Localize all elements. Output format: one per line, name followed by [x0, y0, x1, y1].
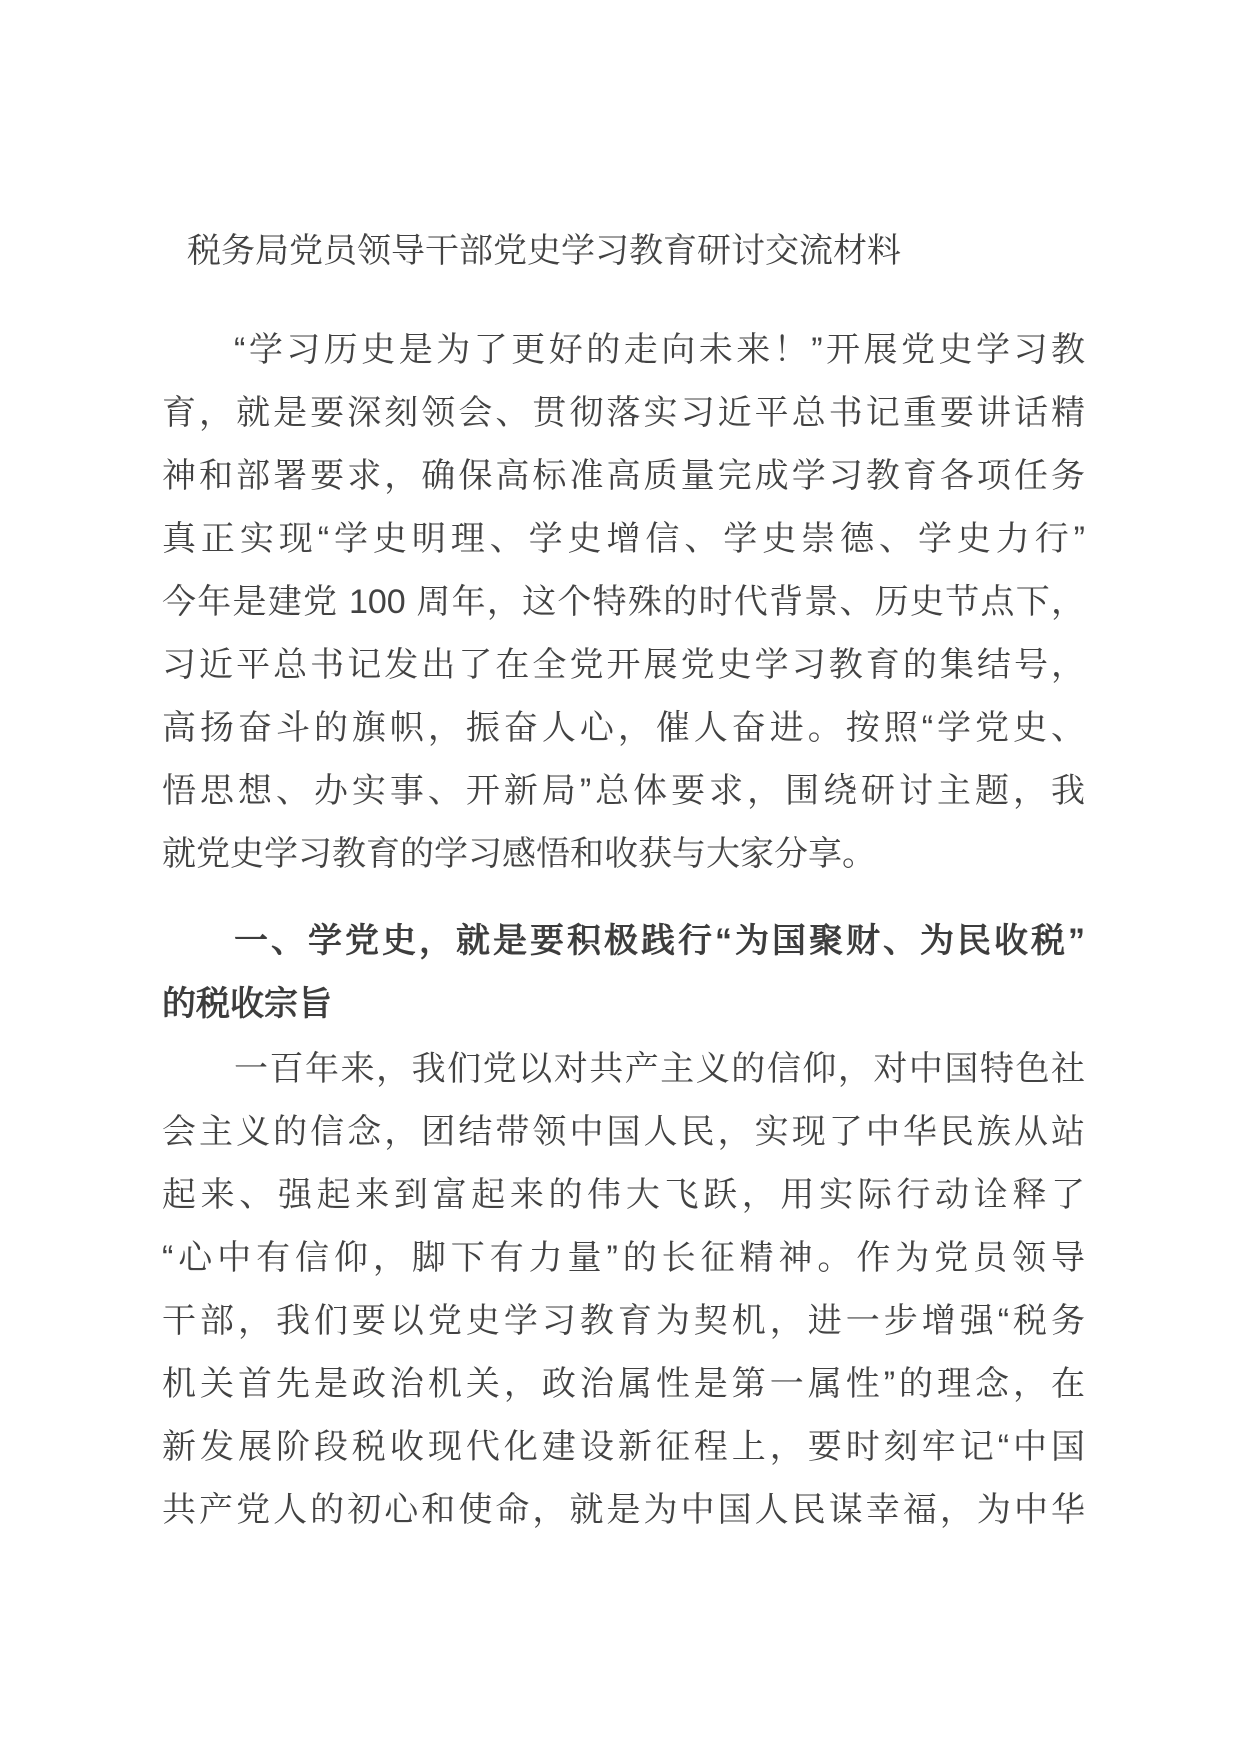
text-line: 会主义的信念，团结带领中国人民，实现了中华民族从站: [162, 1113, 1085, 1151]
text-line: “学习历史是为了更好的走向未来！”开展党史学习教: [234, 331, 1085, 369]
paragraph-section-1-body: [162, 1038, 1085, 1542]
document-content: [162, 220, 1085, 1542]
text-line: “心中有信仰，脚下有力量”的长征精神。作为党员领导: [162, 1239, 1085, 1277]
text-line: 新发展阶段税收现代化建设新征程上，要时刻牢记“中国: [162, 1428, 1085, 1466]
text-line: 习近平总书记发出了在全党开展党史学习教育的集结号，: [162, 646, 1085, 684]
text-line: 悟思想、办实事、开新局”总体要求，围绕研讨主题，我: [162, 772, 1085, 810]
document-title: 税务局党员领导干部党史学习教育研讨交流材料: [187, 232, 901, 270]
text-line: 机关首先是政治机关，政治属性是第一属性”的理念，在: [162, 1365, 1085, 1403]
text-line: 就党史学习教育的学习感悟和收获与大家分享。: [162, 835, 876, 873]
text-line: 高扬奋斗的旗帜，振奋人心，催人奋进。按照“学党史、: [162, 709, 1085, 747]
paragraph-intro: [162, 319, 1085, 886]
text-line: 育，就是要深刻领会、贯彻落实习近平总书记重要讲话精: [162, 394, 1085, 432]
text-line: 今年是建党 100 周年，这个特殊的时代背景、历史节点下，: [162, 583, 1085, 621]
text-line: 一百年来，我们党以对共产主义的信仰，对中国特色社: [234, 1050, 1085, 1088]
text-line: 干部，我们要以党史学习教育为契机，进一步增强“税务: [162, 1302, 1085, 1340]
section-heading-1: [162, 910, 1085, 1036]
heading-line: 一、学党史，就是要积极践行“为国聚财、为民收税”: [234, 922, 1085, 960]
text-line: 起来、强起来到富起来的伟大飞跃，用实际行动诠释了: [162, 1176, 1085, 1214]
heading-line: 的税收宗旨: [162, 985, 332, 1023]
text-line: 共产党人的初心和使命，就是为中国人民谋幸福，为中华: [162, 1491, 1085, 1529]
text-line: 神和部署要求，确保高标准高质量完成学习教育各项任务: [162, 457, 1085, 495]
text-line: 真正实现“学史明理、学史增信、学史崇德、学史力行”: [162, 520, 1085, 558]
